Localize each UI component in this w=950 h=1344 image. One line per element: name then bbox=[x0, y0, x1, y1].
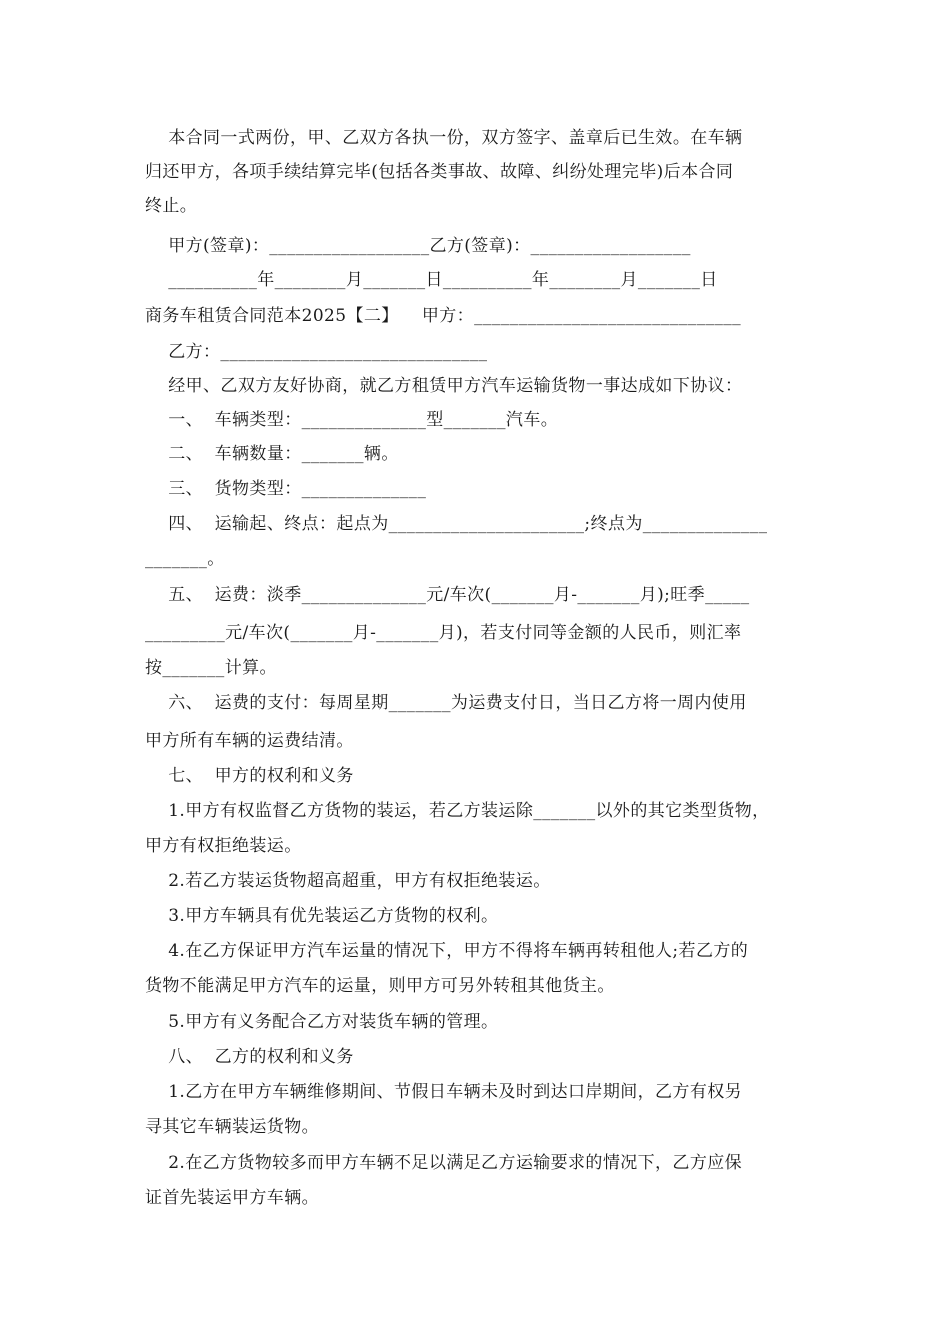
clause-line: 二、 车辆数量：_______辆。 bbox=[145, 444, 399, 464]
text-line: 按_______计算。 bbox=[145, 658, 277, 678]
text-line: 5.甲方有义务配合乙方对装货车辆的管理。 bbox=[145, 1012, 499, 1032]
text-line: 3.甲方车辆具有优先装运乙方货物的权利。 bbox=[145, 906, 499, 926]
text-line: 2.在乙方货物较多而甲方车辆不足以满足乙方运输要求的情况下，乙方应保 bbox=[145, 1153, 743, 1173]
text-line: 证首先装运甲方车辆。 bbox=[145, 1188, 319, 1208]
text-line: _______。 bbox=[145, 549, 225, 569]
clause-line: 一、 车辆类型：______________型_______汽车。 bbox=[145, 410, 559, 430]
text-line: 2.若乙方装运货物超高超重，甲方有权拒绝装运。 bbox=[145, 871, 551, 891]
text-line: 甲方有权拒绝装运。 bbox=[145, 836, 302, 856]
text-line: 货物不能满足甲方汽车的运量，则甲方可另外转租其他货主。 bbox=[145, 976, 615, 996]
clause-line: 五、 运费：淡季______________元/车次(_______月-_______月);旺季_____ bbox=[145, 585, 750, 605]
clause-line: 六、 运费的支付：每周星期_______为运费支付日，当日乙方将一周内使用 bbox=[145, 693, 747, 713]
text-line: 乙方：______________________________ bbox=[145, 342, 488, 362]
text-line: 本合同一式两份，甲、乙双方各执一份，双方签字、盖章后已生效。在车辆 bbox=[145, 128, 743, 148]
date-line: __________年________月_______日__________年________月_______日 bbox=[145, 270, 718, 290]
text-line: 1.甲方有权监督乙方货物的装运，若乙方装运除_______以外的其它类型货物， bbox=[145, 801, 770, 821]
text-line: 终止。 bbox=[145, 196, 198, 216]
clause-line: 三、 货物类型：______________ bbox=[145, 479, 427, 499]
section-title-line: 商务车租赁合同范本2025【二】 甲方：______________________________ bbox=[145, 306, 742, 326]
heading-line: 七、 甲方的权利和义务 bbox=[145, 766, 354, 786]
text-line: 4.在乙方保证甲方汽车运量的情况下，甲方不得将车辆再转租他人;若乙方的 bbox=[145, 941, 749, 961]
text-line: 1.乙方在甲方车辆维修期间、节假日车辆未及时到达口岸期间，乙方有权另 bbox=[145, 1082, 743, 1102]
text-line: 经甲、乙双方友好协商，就乙方租赁甲方汽车运输货物一事达成如下协议： bbox=[145, 376, 743, 396]
text-line: _________元/车次(_______月-_______月)，若支付同等金额的人民币，则汇率 bbox=[145, 623, 742, 643]
clause-line: 四、 运输起、终点：起点为______________________;终点为______________ bbox=[145, 514, 768, 534]
text-line: 甲方所有车辆的运费结清。 bbox=[145, 731, 354, 751]
text-line: 寻其它车辆装运货物。 bbox=[145, 1117, 319, 1137]
signature-line: 甲方(签章)：__________________乙方(签章)：__________________ bbox=[145, 236, 691, 256]
text-line: 归还甲方，各项手续结算完毕(包括各类事故、故障、纠纷处理完毕)后本合同 bbox=[145, 162, 734, 182]
heading-line: 八、 乙方的权利和义务 bbox=[145, 1047, 354, 1067]
